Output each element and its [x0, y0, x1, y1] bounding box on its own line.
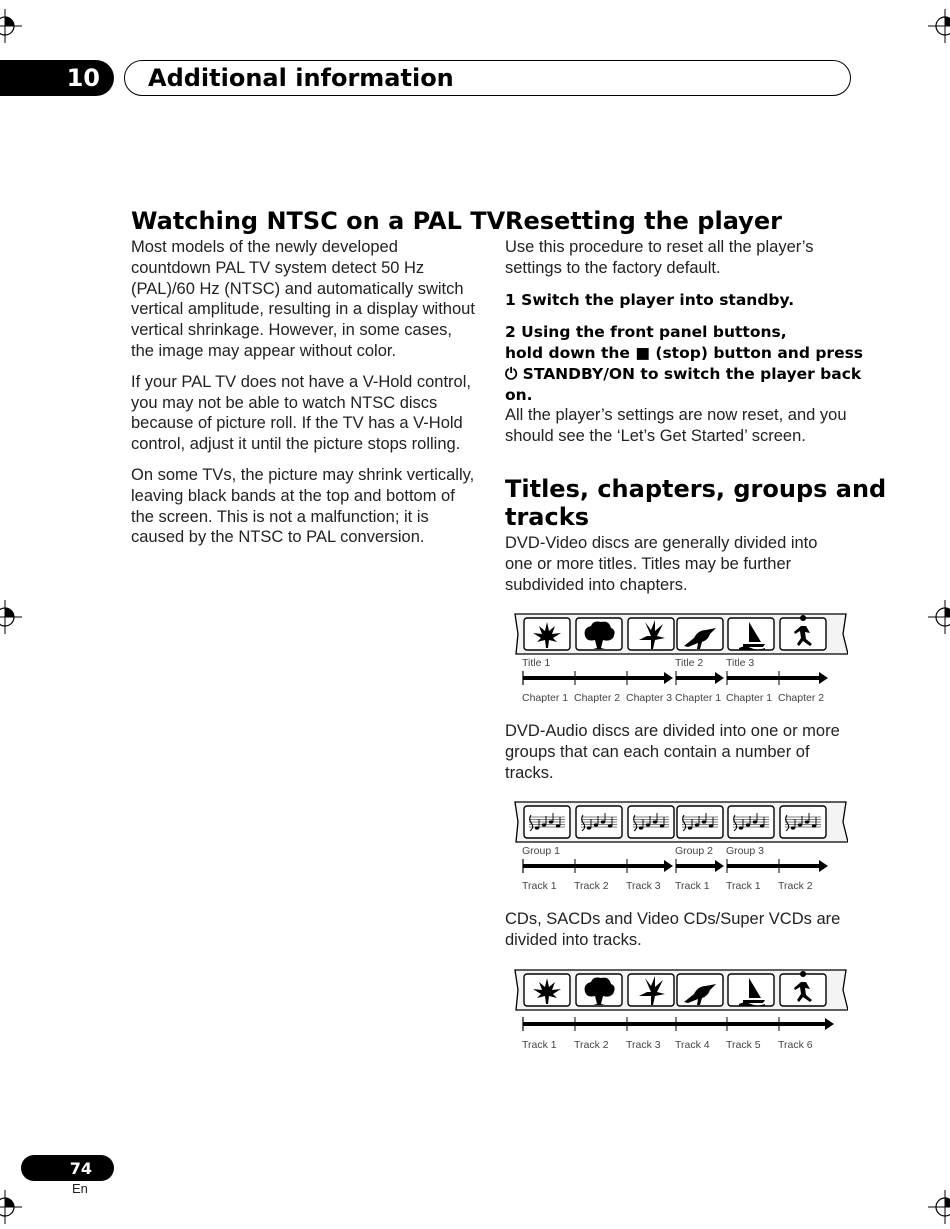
segment-label: Track 3 [626, 880, 661, 892]
segment-label: Chapter 1 [675, 692, 722, 704]
film-frame [524, 974, 570, 1006]
film-frame [780, 615, 826, 650]
chapter-title: Additional information [148, 64, 454, 92]
track-label: Track 5 [726, 1039, 761, 1051]
registration-mark-icon [0, 1190, 22, 1224]
registration-mark-icon [928, 1190, 950, 1224]
film-frame [677, 974, 723, 1006]
segment-label: Track 2 [778, 880, 813, 892]
reset-step-2-line: hold down the ■ (stop) button and press [505, 344, 864, 362]
film-frame [628, 974, 674, 1006]
segment-label: Track 1 [675, 880, 710, 892]
reset-step-2: 2 Using the front panel buttons, [505, 323, 787, 341]
arrow-head [819, 672, 828, 684]
film-frame [728, 974, 774, 1006]
group-label: Title 3 [726, 657, 755, 669]
ntsc-paragraph: Most models of the newly developed countdown PAL TV system detect 50 Hz (PAL)/60 Hz (NTSC) and automatically switch vertical amplitude, resulting in a display without vertical shrinkage. However, in some cases, the image may appear without color. [131, 238, 475, 360]
registration-mark-icon [0, 600, 22, 634]
ntsc-heading: Watching NTSC on a PAL TV [131, 207, 506, 235]
reset-step-2-line: on. [505, 386, 533, 404]
dvd-audio-structure-diagram [512, 800, 848, 896]
arrow-head [664, 672, 673, 684]
film-frame [677, 618, 723, 650]
film-frame [728, 618, 774, 650]
segment-label: Chapter 1 [726, 692, 773, 704]
segment-label: Chapter 3 [626, 692, 673, 704]
group-label: Title 2 [675, 657, 704, 669]
group-label: Title 1 [522, 657, 551, 669]
reset-step-1: 1 Switch the player into standby. [505, 291, 795, 309]
arrow-head [664, 860, 673, 872]
track-label: Track 3 [626, 1039, 661, 1051]
page-language: En [72, 1181, 88, 1196]
track-label: Track 1 [522, 1039, 557, 1051]
film-frame [576, 618, 622, 650]
film-frame [524, 618, 570, 650]
cd-text: CDs, SACDs and Video CDs/Super VCDs are divided into tracks. [505, 910, 841, 949]
reset-step-2-line: ⏻ STANDBY/ON to switch the player back [505, 365, 862, 383]
film-frame [628, 806, 674, 838]
registration-mark-icon [928, 600, 950, 634]
film-frame [677, 806, 723, 838]
registration-mark-icon [928, 9, 950, 43]
group-label: Group 1 [522, 845, 560, 857]
film-frame [524, 806, 570, 838]
arrow-head [715, 860, 724, 872]
film-frame [576, 806, 622, 838]
arrow-head [819, 860, 828, 872]
segment-label: Track 1 [522, 880, 557, 892]
film-frame [628, 618, 674, 650]
film-frame [780, 806, 826, 838]
reset-heading: Resetting the player [505, 207, 782, 235]
reset-intro: Use this procedure to reset all the player’s settings to the factory default. [505, 238, 814, 277]
group-label: Group 3 [726, 845, 764, 857]
film-frame [576, 974, 622, 1006]
chapter-number-badge: 10 [0, 60, 114, 96]
registration-mark-icon [0, 9, 22, 43]
ntsc-body [131, 237, 479, 558]
ntsc-paragraph: On some TVs, the picture may shrink vertically, leaving black bands at the top and bottom of the screen. This is not a malfunction; it is caused by the NTSC to PAL conversion. [131, 465, 475, 547]
ntsc-paragraph: If your PAL TV does not have a V-Hold control, you may not be able to watch NTSC discs because of picture roll. If the TV has a V-Hold control, adjust it until the picture stops rolling. [131, 372, 471, 454]
dvd-video-structure-diagram [512, 612, 848, 708]
film-frame [728, 806, 774, 838]
dvd-video-text: DVD-Video discs are generally divided into one or more titles. Titles may be further subdivided into chapters. [505, 534, 818, 594]
arrow-head [715, 672, 724, 684]
page-number: 74 [21, 1155, 114, 1181]
segment-label: Chapter 2 [574, 692, 621, 704]
group-label: Group 2 [675, 845, 713, 857]
segment-label: Chapter 1 [522, 692, 569, 704]
reset-result: All the player’s settings are now reset, and you should see the ‘Let’s Get Started’ screen. [505, 406, 847, 445]
film-frame [780, 971, 826, 1006]
arrow-head [825, 1018, 834, 1030]
titles-heading-line2: tracks [505, 503, 589, 531]
cd-structure-diagram [512, 968, 848, 1056]
dvd-audio-text: DVD-Audio discs are divided into one or more groups that can each contain a number of tracks. [505, 722, 840, 782]
track-label: Track 2 [574, 1039, 609, 1051]
track-label: Track 6 [778, 1039, 813, 1051]
segment-label: Track 2 [574, 880, 609, 892]
titles-heading: Titles, chapters, groups and [505, 475, 887, 503]
segment-label: Track 1 [726, 880, 761, 892]
track-label: Track 4 [675, 1039, 710, 1051]
segment-label: Chapter 2 [778, 692, 825, 704]
